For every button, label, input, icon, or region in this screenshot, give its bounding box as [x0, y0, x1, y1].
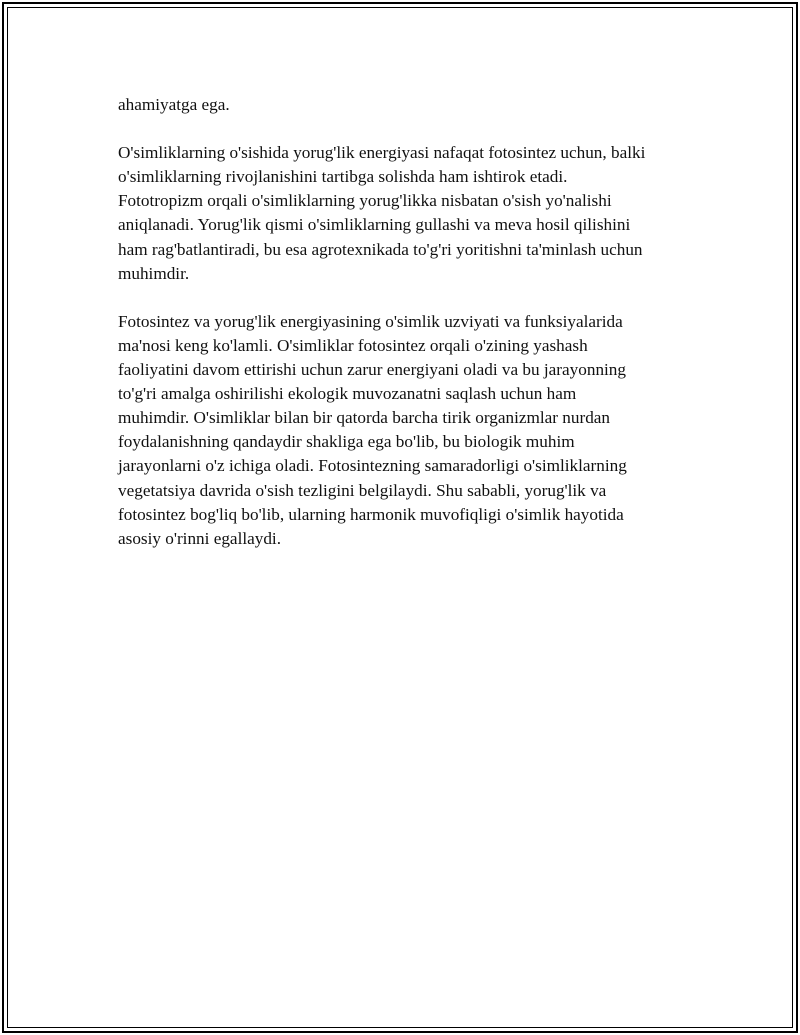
text-line: vegetatsiya davrida o'sish tezligini belgilaydi. Shu sababli, yorug'lik va	[118, 480, 607, 500]
text-line: faoliyatini davom ettirishi uchun zarur energiyani oladi va bu jarayonning	[118, 360, 626, 380]
text-line: Fototropizm orqali o'simliklarning yorug'likka nisbatan o'sish yo'nalishi	[118, 191, 612, 211]
text-line: fotosintez bog'liq bo'lib, ularning harmonik muvofiqligi o'simlik hayotida	[118, 504, 624, 524]
text-line: ham rag'batlantiradi, bu esa agrotexnikada to'g'ri yoritishni ta'minlash uchun	[118, 239, 643, 259]
text-line: asosiy o'rinni egallaydi.	[118, 528, 282, 548]
text-line: aniqlanadi. Yorug'lik qismi o'simliklarning gullashi va meva hosil qilishini	[118, 215, 631, 235]
paragraph-2	[118, 141, 708, 286]
paragraph-1	[118, 93, 708, 117]
text-line: muhimdir. O'simliklar bilan bir qatorda barcha tirik organizmlar nurdan	[118, 408, 611, 428]
text-line: jarayonlarni o'z ichiga oladi. Fotosintezning samaradorligi o'simliklarning	[118, 456, 627, 476]
text-line: to'g'ri amalga oshirilishi ekologik muvozanatni saqlash uchun ham	[118, 384, 577, 404]
text-line: ma'nosi keng ko'lamli. O'simliklar fotosintez orqali o'zining yashash	[118, 335, 588, 355]
document-body	[118, 93, 708, 575]
text-line: O'simliklarning o'sishida yorug'lik energiyasi nafaqat fotosintez uchun, balki	[118, 143, 646, 163]
text-line: muhimdir.	[118, 263, 190, 283]
text-line: Fotosintez va yorug'lik energiyasining o'simlik uzviyati va funksiyalarida	[118, 311, 623, 331]
text-line: ahamiyatga ega.	[118, 95, 230, 114]
text-line: o'simliklarning rivojlanishini tartibga solishda ham ishtirok etadi.	[118, 167, 568, 187]
paragraph-3	[118, 310, 708, 551]
text-line: foydalanishning qandaydir shakliga ega bo'lib, bu biologik muhim	[118, 432, 575, 452]
